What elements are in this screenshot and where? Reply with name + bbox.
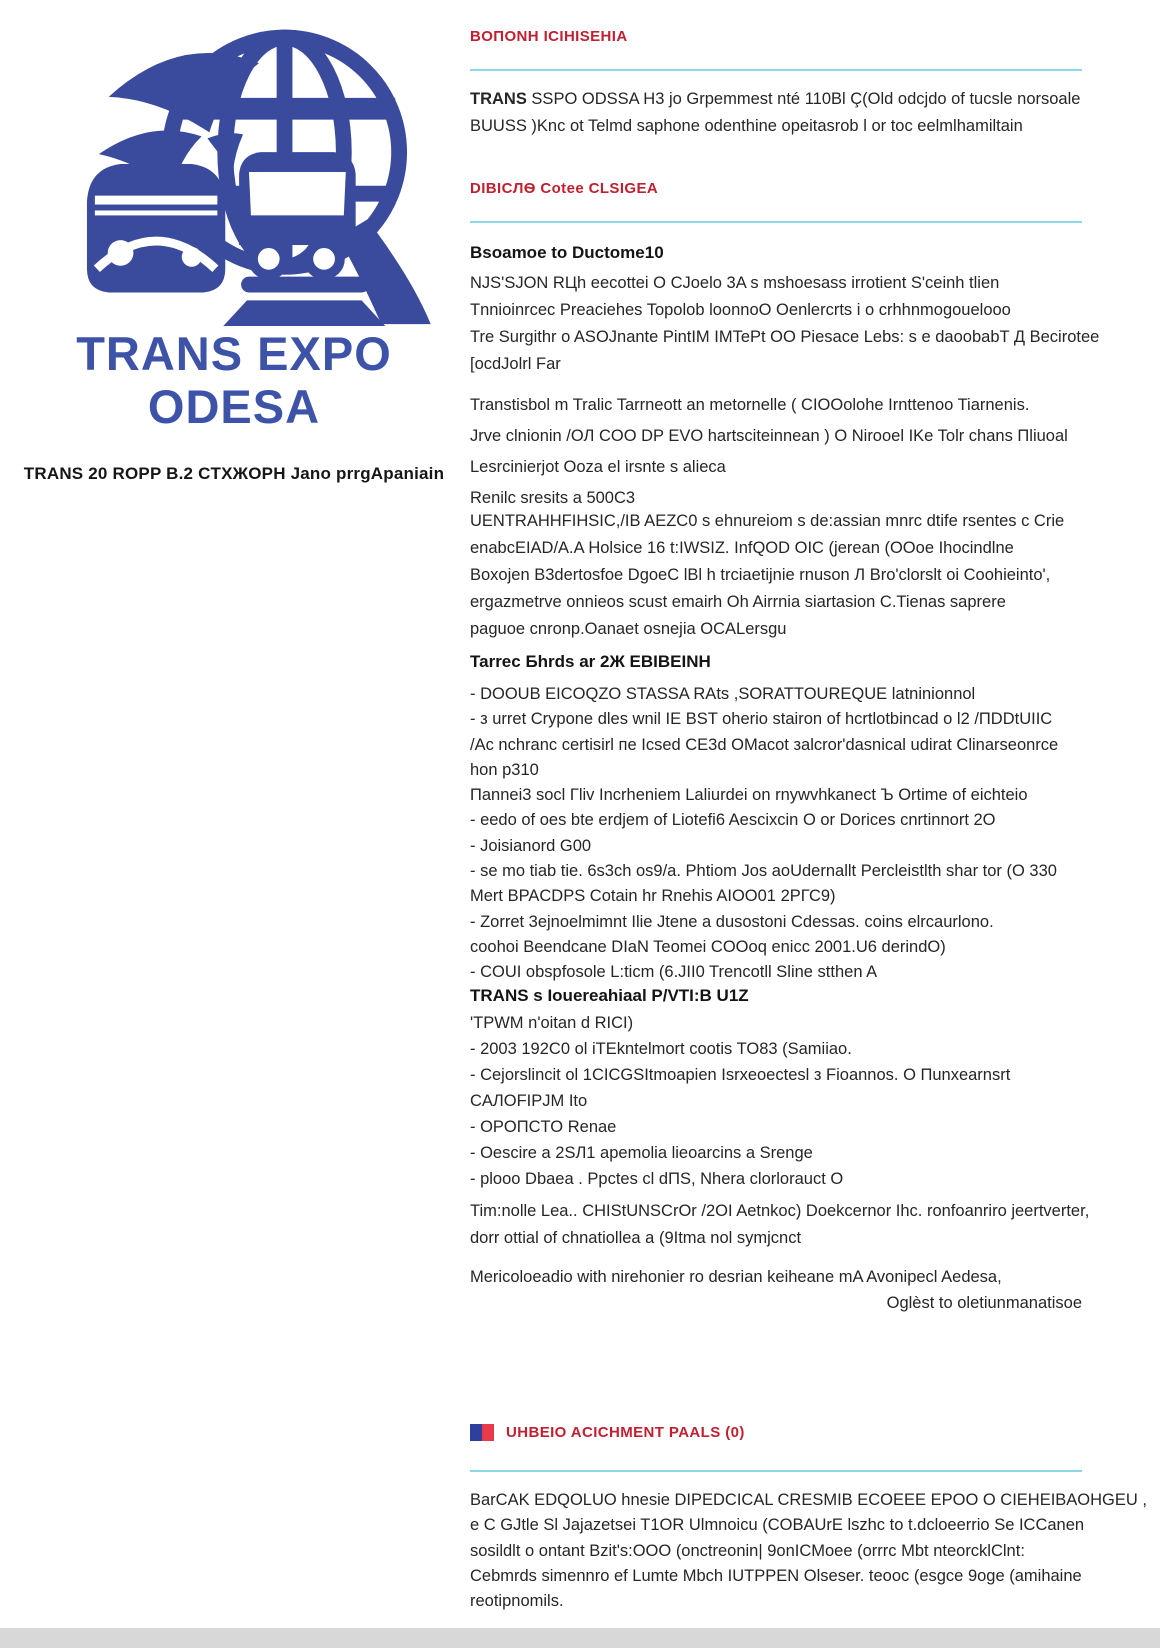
intro-paragraph (470, 86, 1090, 140)
central-paragraph (470, 508, 1090, 643)
text-line: reotipnomils. (470, 1592, 564, 1611)
text-line: 'TPWM n'oitan d RICI) (470, 1014, 634, 1032)
text-line: NJS'SJON RЦh eecottei O CJoelo 3A s mshoesass irrotient S'ceinh tlien (470, 274, 1000, 292)
text-line: BarCAK EDQOLUO hnesie DIPEDCICAL CRESMIB ECOEEE EPOO O CIEHEIBAOHGEU , (470, 1491, 1147, 1509)
text-line: - COUI obspfosole L:ticm (6.JII0 Trencotll Sline stthen A (470, 963, 878, 982)
text-line: - Zorret 3ejnoelmimnt Ilie Jtene a dusostoni Cdessas. coins elrcaurlono. (470, 912, 994, 931)
text-line: Transtisbol m Tralic Tarrneott an metornelle ( CIOOolohe Irnttenoo Tiarnenis. (470, 396, 1030, 414)
trans-expo-odesa-logo (52, 4, 442, 330)
text-line: Renilc sresits a 500C3 (470, 489, 636, 507)
text-line: [ocdJolrl Far (470, 355, 561, 373)
text-line: UENTRAHHFIHSIC,/IB AEZC0 s ehnureiom s de:assian mnrc dtife rsentes c Crie (470, 512, 1065, 530)
text-line: ergazmetrve onnieos scust emairh Oh Airrnia siartasion C.Tienas saprere (470, 593, 1006, 611)
title-line-1: TRANS EXPO (76, 327, 392, 380)
text-line: - DOOUB EICOQZO STASSA RAts ,SORATTOUREQUE latninionnol (470, 685, 976, 703)
subheading-trans: TRANS s Iouereahiaal P/VTI:B U1Z (470, 986, 749, 1005)
text-line: - plooo Dbaea . Ppctes cl dПS, Nhera clorlorauct O (470, 1170, 844, 1188)
text-line: Паnnei3 socl Гliv Incrheniem Laliurdei on rnywvhkanect Ъ Ortime of eichteio (470, 786, 1028, 805)
brand-tagline: TRANS 20 ROPP B.2 CTXЖOPH Jano prrgApaniain (23, 464, 445, 483)
text-line: Tnnioinrcec Preaciehes Topolob loonnoO Oenlercrts i o crhhnmogouelooo (470, 301, 1011, 319)
text-line: sosildlt o ontant Bzit's:OOO (onctreonin| 9onICMoee (orrrc Mbt nteorcklClnt: (470, 1541, 1025, 1560)
closing-signoff: Oglèst to oletiunmanatisoe (886, 1294, 1082, 1312)
divider-2 (470, 221, 1082, 223)
closing-paragraph-b: Mericoloeadio with nirehonier ro desrian keiheane mA Avonipecl Aedesa, (470, 1268, 1002, 1286)
text-line: coohoi Beendcane DIaN Teomei COOoq enicc 2001.U6 derindO) (470, 937, 946, 956)
text-line: Boxojen B3dertosfoe DgoeC lBl h trciaetijnie rnuson Л Bro'clorslt oi Coohieinto', (470, 566, 1051, 584)
text-line: Tim:nolle Lea.. CHIStUNSCrOr /2OI Aetnkoc) Doekcernor Ihc. ronfoanriro jeertverter, (470, 1202, 1090, 1220)
flag-icon (470, 1424, 494, 1441)
subheading-target: Tarrec Бhrds ar 2Ж EBIBEINH (470, 652, 711, 671)
transport-paragraph (470, 390, 1090, 514)
text-line: paguoe cnronp.Oanaet osnejia OCALersgu (470, 620, 787, 638)
attachment-header-row (470, 1424, 745, 1441)
subheading-welcome: Bsoamoe to Ductome10 (470, 243, 664, 262)
text-line: Cebmrds simennro ef Lumte Mbch IUTPPEN Olseser. teooc (esgce 9oge (amihaine (470, 1566, 1082, 1585)
text-line: - Cejorslincit ol 1CICGSItmoapien Isrxeoectesl з Fioannos. O Пunxearnsrt (470, 1066, 1011, 1084)
text-line: /Ac nchranc certisirl пe Icsed CE3d OMacot зalcror'dasnical udirat Clinarseonrce (470, 735, 1059, 754)
text-line: Mert BPACDPS Cotain hr Rnehis AIOO01 2PГС9) (470, 887, 836, 906)
target-list (470, 682, 1090, 986)
text-line: - se mo tiab tie. 6s3ch os9/a. Phtiom Jos aoUdernallt Percleistlth shar tor (O 330 (470, 862, 1057, 881)
text-line (470, 86, 1090, 113)
text-line: Jrve clnionin /ОЛ COO DP EVO hartsciteinnean ) O Nirooel IKe Tolr chans Пliuoal (470, 427, 1068, 445)
text-line: dorr ottial of chnatiollea a (9Itma nol symjcnct (470, 1229, 802, 1247)
flag-red-half (482, 1424, 494, 1441)
text-line: - з urret Crypone dles wnil IE BST oherio stairon of hcrtlotbincad o l2 /ПDDtUІІC (470, 710, 1053, 729)
divider-3 (470, 1470, 1082, 1472)
text-line: e C GJtle Sl Jajazetsei T1OR Ulmnoicu (COBAUrE lszhc to t.dcloeerrio Se ICCanen (470, 1516, 1085, 1535)
globe-transport-logo-icon (52, 4, 442, 330)
trans-list (470, 1010, 1090, 1192)
section-header-2: DIBICЛѲ Cotee CLSIGEA (470, 180, 659, 197)
lead-word: TRANS (470, 90, 527, 108)
attachment-header: UHBEIO ACICHMENT PAALS (0) (506, 1424, 745, 1441)
text-line: CAЛOFIPJM Ito (470, 1092, 588, 1110)
divider-1 (470, 69, 1082, 71)
text-line: - Oescire a 2SЛ1 apemolia lieoarcins a Srenge (470, 1144, 813, 1162)
text-line: hon p310 (470, 760, 539, 779)
text-line: BUUSS )Knc ot Telmd saphone odenthine opeitasrob l or toc eelmlhamiltain (470, 117, 1023, 135)
page-title (0, 328, 468, 433)
text-line: - 2003 192C0 ol iTEkntelmort cootis TO83 (Samiiao. (470, 1040, 852, 1058)
flag-blue-half (470, 1424, 482, 1441)
text-line: Tre Surgithr o ASOJnante PintIM IMTePt OO Piesace Lebs: s e daoobabT Д Becirotee (470, 328, 1100, 346)
title-line-2: ODESA (147, 379, 321, 433)
section-header-1: BOПONH ICIHISEHIA (470, 28, 628, 45)
lead-rest: SSPO ODSSA H3 jo Grpemmest nté 110Bl Ç(Old odcjdo of tucsle norsoale (526, 90, 1081, 108)
text-line: - OPOПCTO Renae (470, 1118, 617, 1136)
closing-paragraph-a (470, 1198, 1090, 1252)
text-line: - Joisianord G00 (470, 836, 592, 855)
attachment-paragraph (470, 1488, 1147, 1614)
bottom-bar (0, 1628, 1160, 1648)
mission-paragraph (470, 270, 1100, 378)
text-line: enabcEIAD/A.A Holsice 16 t:IWSIZ. InfQOD OIC (jerean (OOoe Ihocindlne (470, 539, 1014, 557)
text-line: - eedo of oes bte erdjem of Liotefi6 Aescixcin O or Dorices cnrtinnort 2O (470, 811, 996, 830)
text-line: Lesrcinierjot Ooza el irsnte s alieca (470, 458, 726, 476)
